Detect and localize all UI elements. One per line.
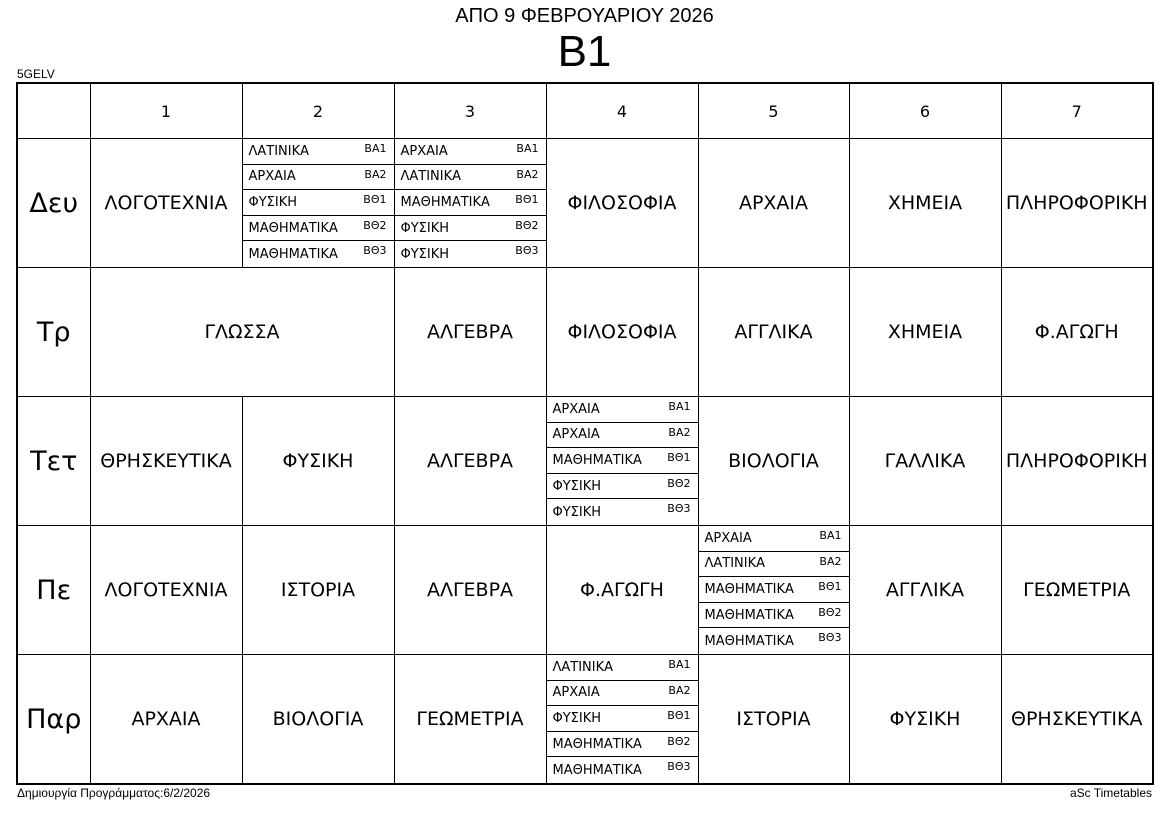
group-lesson: [243, 241, 394, 267]
group-lesson: [547, 397, 698, 423]
lesson-cell: ΑΡΧΑΙΑ: [90, 655, 242, 785]
day-label: Τετ: [17, 397, 90, 526]
group-subject: ΜΑΘΗΜΑΤΙΚΑ: [248, 220, 338, 236]
lesson-cell: ΑΡΧΑΙΑ: [698, 139, 849, 268]
lesson-cell: ΛΟΓΟΤΕΧΝΙΑ: [90, 139, 242, 268]
group-code: ΒΘ2: [363, 218, 387, 232]
group-subject: ΑΡΧΑΙΑ: [552, 401, 600, 417]
group-code: ΒΑ2: [668, 425, 691, 439]
group-lesson: [395, 190, 546, 216]
group-code: ΒΘ1: [515, 193, 539, 207]
day-label: Τρ: [17, 268, 90, 397]
group-lesson: [547, 474, 698, 500]
group-subject: ΦΥΣΙΚΗ: [248, 195, 298, 210]
group-subject: ΜΑΘΗΜΑΤΙΚΑ: [552, 762, 642, 778]
lesson-cell: Φ.ΑΓΩΓΗ: [1001, 268, 1153, 397]
group-code: ΒΘ1: [667, 709, 691, 723]
group-subject: ΑΡΧΑΙΑ: [248, 169, 296, 185]
lesson-cell: ΦΙΛΟΣΟΦΙΑ: [546, 268, 698, 397]
group-subject: ΑΡΧΑΙΑ: [552, 427, 600, 443]
group-code: ΒΑ1: [668, 658, 691, 672]
group-subject: ΛΑΤΙΝΙΚΑ: [704, 556, 766, 572]
group-code: ΒΘ3: [667, 502, 691, 516]
group-subject: ΦΥΣΙΚΗ: [400, 220, 450, 236]
group-code: ΒΑ2: [819, 554, 842, 568]
day-row: [17, 655, 1153, 785]
period-header-row: [17, 83, 1153, 139]
group-lesson: [547, 732, 698, 758]
period-header: 3: [394, 83, 546, 139]
lesson-cell: ΙΣΤΟΡΙΑ: [698, 655, 849, 785]
day-label: Πε: [17, 526, 90, 655]
lesson-cell: ΦΥΣΙΚΗ: [849, 655, 1001, 785]
split-lesson-cell: [394, 139, 546, 268]
group-subject: ΜΑΘΗΜΑΤΙΚΑ: [704, 607, 794, 623]
period-header: 7: [1001, 83, 1153, 139]
lesson-cell: ΘΡΗΣΚΕΥΤΙΚΑ: [1001, 655, 1153, 785]
lesson-cell: ΑΛΓΕΒΡΑ: [394, 526, 546, 655]
group-lesson: [699, 577, 849, 603]
group-code: ΒΑ2: [668, 683, 691, 697]
day-label: Δευ: [17, 139, 90, 268]
lesson-cell: ΓΕΩΜΕΤΡΙΑ: [1001, 526, 1153, 655]
corner-cell: [17, 83, 90, 139]
day-row: [17, 526, 1153, 655]
period-header: 1: [90, 83, 242, 139]
group-lesson: [547, 655, 698, 681]
creation-date-footer: Δημιουργία Προγράμματος:6/2/2026: [17, 786, 211, 800]
group-lesson: [699, 526, 849, 552]
group-lesson: [395, 165, 546, 191]
group-code: ΒΑ1: [364, 142, 387, 156]
group-code: ΒΘ1: [667, 451, 691, 465]
group-lesson: [243, 216, 394, 242]
group-subject: ΦΥΣΙΚΗ: [400, 246, 450, 262]
lesson-cell: ΓΕΩΜΕΤΡΙΑ: [394, 655, 546, 785]
split-lesson-cell: [242, 139, 394, 268]
lesson-cell: ΧΗΜΕΙΑ: [849, 139, 1001, 268]
lesson-cell: ΒΙΟΛΟΓΙΑ: [242, 655, 394, 785]
group-subject: ΦΥΣΙΚΗ: [552, 478, 602, 494]
period-header: 4: [546, 83, 698, 139]
lesson-cell: ΓΑΛΛΙΚΑ: [849, 397, 1001, 526]
group-subject: ΜΑΘΗΜΑΤΙΚΑ: [704, 582, 794, 597]
lesson-cell: ΧΗΜΕΙΑ: [849, 268, 1001, 397]
group-lesson: [243, 165, 394, 191]
lesson-cell: ΙΣΤΟΡΙΑ: [242, 526, 394, 655]
group-lesson: [547, 681, 698, 707]
group-subject: ΛΑΤΙΝΙΚΑ: [400, 169, 462, 185]
group-subject: ΜΑΘΗΜΑΤΙΚΑ: [552, 453, 642, 468]
lesson-cell: ΠΛΗΡΟΦΟΡΙΚΗ: [1001, 139, 1153, 268]
group-lesson: [547, 423, 698, 449]
group-subject: ΑΡΧΑΙΑ: [704, 530, 752, 546]
split-lesson-cell: [546, 397, 698, 526]
group-lesson: [547, 448, 698, 474]
timetable-date-title: ΑΠΟ 9 ΦΕΒΡΟΥΑΡΙΟΥ 2026: [455, 5, 714, 27]
lesson-cell: ΛΟΓΟΤΕΧΝΙΑ: [90, 526, 242, 655]
class-name-title: Β1: [557, 27, 612, 76]
lesson-cell: ΘΡΗΣΚΕΥΤΙΚΑ: [90, 397, 242, 526]
group-code: ΒΘ1: [363, 193, 387, 207]
lesson-cell: ΑΓΓΛΙΚΑ: [849, 526, 1001, 655]
group-code: ΒΘ2: [667, 734, 691, 748]
group-subject: ΜΑΘΗΜΑΤΙΚΑ: [248, 246, 338, 262]
group-code: ΒΑ2: [364, 167, 387, 181]
day-label: Παρ: [17, 655, 90, 785]
split-lesson-cell: [546, 655, 698, 785]
group-code: ΒΘ3: [363, 244, 387, 258]
period-header: 5: [698, 83, 849, 139]
lesson-cell: ΠΛΗΡΟΦΟΡΙΚΗ: [1001, 397, 1153, 526]
day-row: [17, 139, 1153, 268]
group-lesson: [243, 139, 394, 165]
group-lesson: [243, 190, 394, 216]
lesson-cell: ΑΓΓΛΙΚΑ: [698, 268, 849, 397]
group-code: ΒΘ1: [818, 580, 842, 594]
lesson-cell: ΦΙΛΟΣΟΦΙΑ: [546, 139, 698, 268]
lesson-cell: ΦΥΣΙΚΗ: [242, 397, 394, 526]
group-subject: ΑΡΧΑΙΑ: [400, 143, 448, 159]
lesson-cell: Φ.ΑΓΩΓΗ: [546, 526, 698, 655]
period-header: 2: [242, 83, 394, 139]
group-lesson: [547, 757, 698, 783]
group-subject: ΜΑΘΗΜΑΤΙΚΑ: [704, 633, 794, 649]
group-lesson: [395, 216, 546, 242]
group-lesson: [699, 628, 849, 654]
group-subject: ΛΑΤΙΝΙΚΑ: [248, 143, 310, 159]
lesson-cell: ΑΛΓΕΒΡΑ: [394, 268, 546, 397]
group-subject: ΦΥΣΙΚΗ: [552, 504, 602, 520]
group-subject: ΜΑΘΗΜΑΤΙΚΑ: [552, 736, 642, 752]
group-code: ΒΑ2: [516, 167, 539, 181]
group-subject: ΑΡΧΑΙΑ: [552, 685, 600, 701]
group-code: ΒΘ3: [515, 244, 539, 258]
group-subject: ΜΑΘΗΜΑΤΙΚΑ: [400, 195, 490, 210]
split-lesson-cell: [698, 526, 849, 655]
group-code: ΒΘ3: [818, 631, 842, 645]
timetable-grid: [16, 82, 1154, 785]
group-lesson: [699, 552, 849, 578]
software-credit-footer: aSc Timetables: [1069, 786, 1152, 800]
lesson-cell: ΑΛΓΕΒΡΑ: [394, 397, 546, 526]
group-code: ΒΘ3: [667, 760, 691, 774]
group-code: ΒΑ1: [819, 529, 842, 543]
group-code: ΒΘ2: [818, 605, 842, 619]
group-subject: ΦΥΣΙΚΗ: [552, 711, 602, 726]
period-header: 6: [849, 83, 1001, 139]
school-code: 5GELV: [17, 67, 55, 81]
group-lesson: [699, 603, 849, 629]
group-lesson: [547, 706, 698, 732]
lesson-cell: ΒΙΟΛΟΓΙΑ: [698, 397, 849, 526]
group-subject: ΛΑΤΙΝΙΚΑ: [552, 659, 614, 675]
group-lesson: [547, 499, 698, 525]
group-lesson: [395, 139, 546, 165]
day-row: [17, 268, 1153, 397]
group-lesson: [395, 241, 546, 267]
group-code: ΒΑ1: [668, 400, 691, 414]
group-code: ΒΘ2: [667, 476, 691, 490]
group-code: ΒΘ2: [515, 218, 539, 232]
lesson-cell: ΓΛΩΣΣΑ: [90, 268, 394, 397]
day-row: [17, 397, 1153, 526]
group-code: ΒΑ1: [516, 142, 539, 156]
